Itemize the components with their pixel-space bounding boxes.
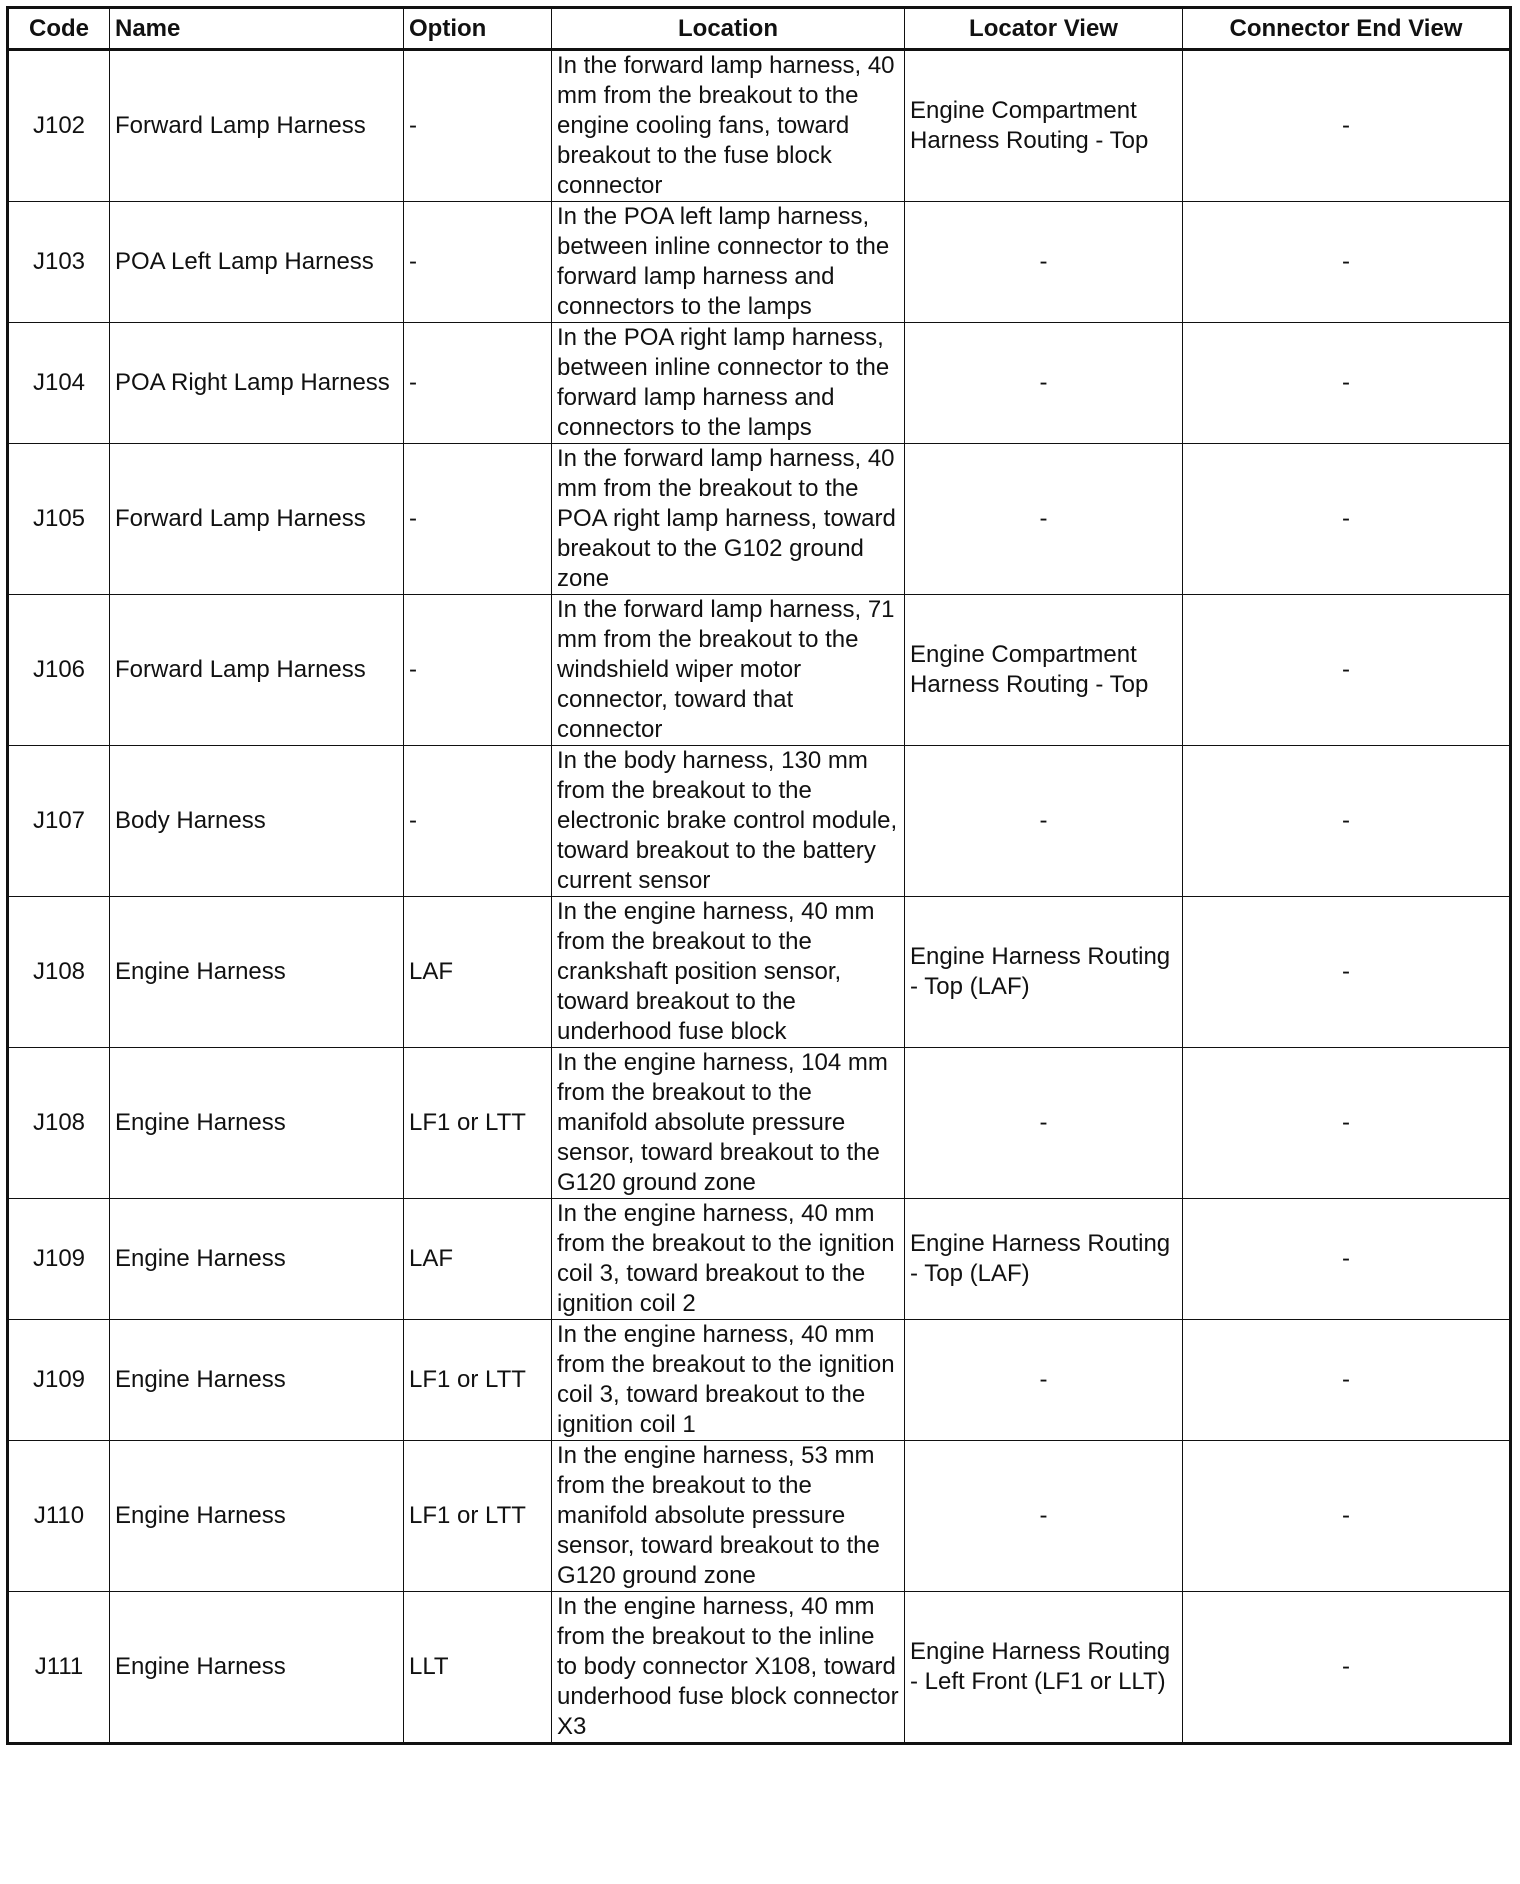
cell-name: Body Harness (110, 746, 404, 897)
cell-connector-end-view: - (1183, 1441, 1511, 1592)
cell-option: LF1 or LTT (404, 1441, 552, 1592)
cell-code: J105 (8, 444, 110, 595)
cell-locator-view: - (905, 1320, 1183, 1441)
cell-connector-end-view: - (1183, 1320, 1511, 1441)
cell-option: - (404, 595, 552, 746)
cell-connector-end-view: - (1183, 1592, 1511, 1744)
cell-name: Engine Harness (110, 1199, 404, 1320)
header-option: Option (404, 8, 552, 50)
cell-code: J108 (8, 897, 110, 1048)
cell-option: LAF (404, 1199, 552, 1320)
cell-locator-view: Engine Compartment Harness Routing - Top (905, 50, 1183, 202)
cell-location: In the forward lamp harness, 40 mm from the breakout to the POA right lamp harness, toward breakout to the G102 ground zone (552, 444, 905, 595)
cell-code: J110 (8, 1441, 110, 1592)
cell-connector-end-view: - (1183, 323, 1511, 444)
table-row (8, 50, 1511, 202)
cell-locator-view: - (905, 746, 1183, 897)
cell-locator-view: Engine Harness Routing - Top (LAF) (905, 1199, 1183, 1320)
cell-locator-view: - (905, 444, 1183, 595)
cell-location: In the engine harness, 40 mm from the breakout to the ignition coil 3, toward breakout to the ignition coil 1 (552, 1320, 905, 1441)
cell-code: J104 (8, 323, 110, 444)
cell-option: - (404, 746, 552, 897)
cell-code: J109 (8, 1320, 110, 1441)
cell-code: J102 (8, 50, 110, 202)
table-row (8, 1592, 1511, 1744)
cell-option: LF1 or LTT (404, 1048, 552, 1199)
cell-connector-end-view: - (1183, 1048, 1511, 1199)
table-row (8, 323, 1511, 444)
table-header (8, 8, 1511, 50)
cell-name: POA Right Lamp Harness (110, 323, 404, 444)
cell-option: - (404, 50, 552, 202)
cell-location: In the forward lamp harness, 71 mm from the breakout to the windshield wiper motor connector, toward that connector (552, 595, 905, 746)
cell-name: Forward Lamp Harness (110, 595, 404, 746)
header-location: Location (552, 8, 905, 50)
table-row (8, 746, 1511, 897)
cell-name: Engine Harness (110, 1048, 404, 1199)
header-connector-end-view: Connector End View (1183, 8, 1511, 50)
cell-locator-view: - (905, 1048, 1183, 1199)
header-row (8, 8, 1511, 50)
cell-location: In the POA right lamp harness, between inline connector to the forward lamp harness and connectors to the lamps (552, 323, 905, 444)
cell-location: In the body harness, 130 mm from the breakout to the electronic brake control module, toward breakout to the battery current sensor (552, 746, 905, 897)
cell-location: In the engine harness, 40 mm from the breakout to the inline to body connector X108, toward underhood fuse block connector X3 (552, 1592, 905, 1744)
cell-locator-view: Engine Harness Routing - Left Front (LF1 or LLT) (905, 1592, 1183, 1744)
cell-code: J109 (8, 1199, 110, 1320)
table-row (8, 444, 1511, 595)
cell-connector-end-view: - (1183, 444, 1511, 595)
cell-connector-end-view: - (1183, 202, 1511, 323)
cell-name: Engine Harness (110, 897, 404, 1048)
cell-location: In the engine harness, 40 mm from the breakout to the ignition coil 3, toward breakout to the ignition coil 2 (552, 1199, 905, 1320)
cell-code: J106 (8, 595, 110, 746)
cell-code: J107 (8, 746, 110, 897)
cell-code: J103 (8, 202, 110, 323)
table-body (8, 50, 1511, 1744)
table-row (8, 1199, 1511, 1320)
cell-option: LLT (404, 1592, 552, 1744)
cell-connector-end-view: - (1183, 595, 1511, 746)
cell-connector-end-view: - (1183, 746, 1511, 897)
cell-locator-view: - (905, 1441, 1183, 1592)
table-row (8, 1320, 1511, 1441)
cell-locator-view: - (905, 202, 1183, 323)
table-row (8, 897, 1511, 1048)
cell-name: Engine Harness (110, 1320, 404, 1441)
cell-name: POA Left Lamp Harness (110, 202, 404, 323)
cell-locator-view: Engine Harness Routing - Top (LAF) (905, 897, 1183, 1048)
header-name: Name (110, 8, 404, 50)
cell-option: - (404, 202, 552, 323)
cell-option: - (404, 444, 552, 595)
cell-option: - (404, 323, 552, 444)
cell-option: LF1 or LTT (404, 1320, 552, 1441)
cell-name: Forward Lamp Harness (110, 444, 404, 595)
header-code: Code (8, 8, 110, 50)
table-row (8, 595, 1511, 746)
cell-connector-end-view: - (1183, 897, 1511, 1048)
cell-connector-end-view: - (1183, 50, 1511, 202)
cell-name: Forward Lamp Harness (110, 50, 404, 202)
cell-code: J108 (8, 1048, 110, 1199)
cell-location: In the POA left lamp harness, between inline connector to the forward lamp harness and connectors to the lamps (552, 202, 905, 323)
table-row (8, 202, 1511, 323)
cell-name: Engine Harness (110, 1592, 404, 1744)
cell-location: In the engine harness, 53 mm from the breakout to the manifold absolute pressure sensor, toward breakout to the G120 ground zone (552, 1441, 905, 1592)
cell-locator-view: Engine Compartment Harness Routing - Top (905, 595, 1183, 746)
cell-option: LAF (404, 897, 552, 1048)
header-locator-view: Locator View (905, 8, 1183, 50)
cell-location: In the engine harness, 40 mm from the breakout to the crankshaft position sensor, toward breakout to the underhood fuse block (552, 897, 905, 1048)
cell-location: In the engine harness, 104 mm from the breakout to the manifold absolute pressure sensor, toward breakout to the G120 ground zone (552, 1048, 905, 1199)
table-row (8, 1048, 1511, 1199)
cell-name: Engine Harness (110, 1441, 404, 1592)
cell-code: J111 (8, 1592, 110, 1744)
cell-connector-end-view: - (1183, 1199, 1511, 1320)
table-row (8, 1441, 1511, 1592)
splice-table (6, 6, 1512, 1745)
cell-locator-view: - (905, 323, 1183, 444)
cell-location: In the forward lamp harness, 40 mm from the breakout to the engine cooling fans, toward breakout to the fuse block connector (552, 50, 905, 202)
